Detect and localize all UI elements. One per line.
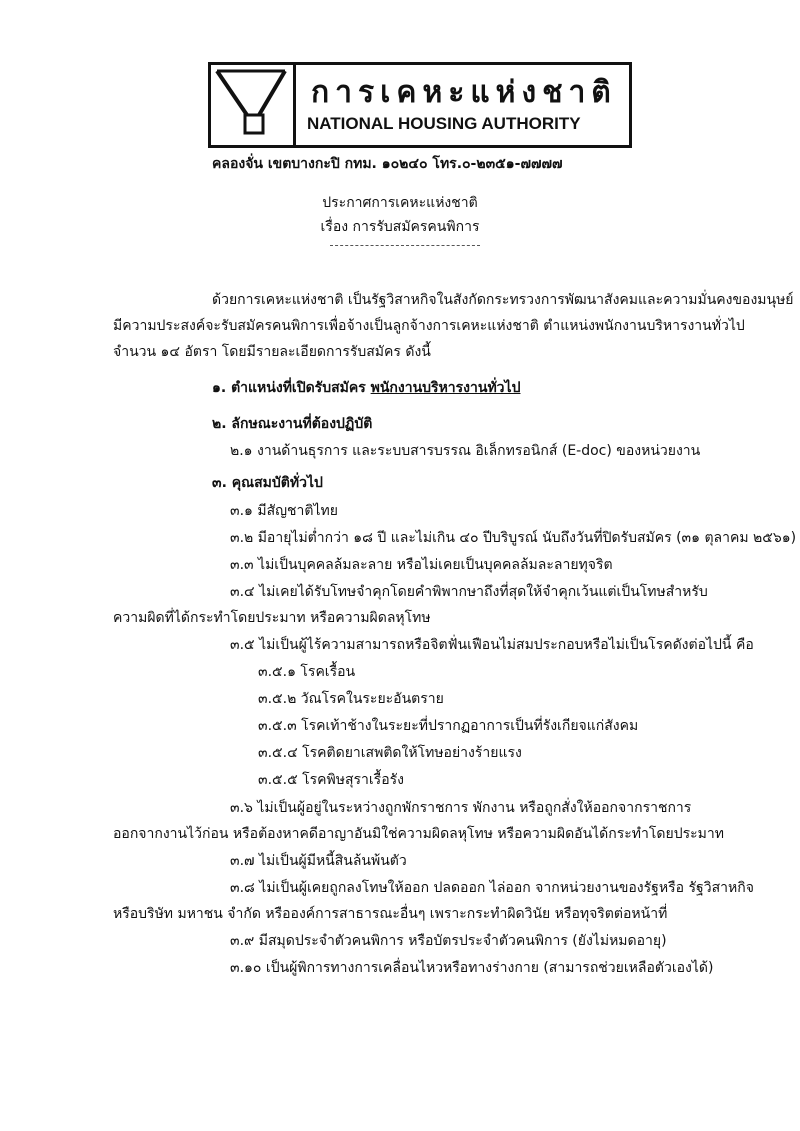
section-3-item-4-cont: ความผิดที่ได้กระทำโดยประมาท หรือความผิดลหุโทษ [113, 610, 431, 626]
section-3-item-1: ๓.๑ มีสัญชาติไทย [230, 503, 338, 519]
intro-line-3: จำนวน ๑๔ อัตรา โดยมีรายละเอียดการรับสมัคร ดังนี้ [113, 344, 431, 360]
section-3-item-8: ๓.๘ ไม่เป็นผู้เคยถูกลงโทษให้ออก ปลดออก ไล่ออก จากหน่วยงานของรัฐหรือ รัฐวิสาหกิจ [230, 880, 754, 896]
section-3-item-8-cont: หรือบริษัท มหาชน จำกัด หรือองค์การสาธารณะอื่นๆ เพราะกระทำผิดวินัย หรือทุจริตต่อหน้าที่ [113, 906, 668, 922]
section-3-item-3: ๓.๓ ไม่เป็นบุคคลล้มละลาย หรือไม่เคยเป็นบุคคลล้มละลายทุจริต [230, 557, 613, 573]
announcement-subject: เรื่อง การรับสมัครคนพิการ [320, 219, 480, 235]
section-3-item-5: ๓.๕ ไม่เป็นผู้ไร้ความสามารถหรือจิตฟั่นเฟือนไม่สมประกอบหรือไม่เป็นโรคดังต่อไปนี้ คือ [230, 637, 754, 653]
section-3-item-5-2: ๓.๕.๒ วัณโรคในระยะอันตราย [258, 691, 444, 707]
section-2-heading: ๒. ลักษณะงานที่ต้องปฏิบัติ [212, 416, 373, 432]
section-3-heading: ๓. คุณสมบัติทั่วไป [212, 475, 323, 491]
section-1-heading [212, 378, 520, 398]
section-3-item-5-3: ๓.๕.๓ โรคเท้าช้างในระยะที่ปรากฏอาการเป็นที่รังเกียจแก่สังคม [258, 718, 639, 734]
org-name-english: NATIONAL HOUSING AUTHORITY [307, 114, 581, 133]
logo-divider [293, 65, 296, 145]
org-logo [208, 62, 632, 148]
section-3-item-10: ๓.๑๐ เป็นผู้พิการทางการเคลื่อนไหวหรือทางร่างกาย (สามารถช่วยเหลือตัวเองได้) [230, 960, 714, 976]
section-3-item-4: ๓.๔ ไม่เคยได้รับโทษจำคุกโดยคำพิพากษาถึงที่สุดให้จำคุกเว้นแต่เป็นโทษสำหรับ [230, 584, 708, 600]
title-divider [330, 245, 480, 246]
section-3-item-5-4: ๓.๕.๔ โรคติดยาเสพติดให้โทษอย่างร้ายแรง [258, 745, 522, 761]
section-3-item-9: ๓.๙ มีสมุดประจำตัวคนพิการ หรือบัตรประจำตัวคนพิการ (ยังไม่หมดอายุ) [230, 933, 667, 949]
section-3-item-5-1: ๓.๕.๑ โรคเรื้อน [258, 664, 356, 680]
section-3-item-7: ๓.๗ ไม่เป็นผู้มีหนี้สินล้นพ้นตัว [230, 853, 407, 869]
section-3-item-6: ๓.๖ ไม่เป็นผู้อยู่ในระหว่างถูกพักราชการ พักงาน หรือถูกสั่งให้ออกจากราชการ [230, 800, 692, 816]
section-1-label: ๑. ตำแหน่งที่เปิดรับสมัคร [212, 380, 371, 396]
intro-line-2: มีความประสงค์จะรับสมัครคนพิการเพื่อจ้างเป็นลูกจ้างการเคหะแห่งชาติ ตำแหน่งพนักงานบริหารงานทั่วไป [113, 318, 745, 334]
org-address: คลองจั่น เขตบางกะปิ กทม. ๑๐๒๔๐ โทร.๐-๒๓๕๑-๗๗๗๗ [212, 156, 563, 172]
section-3-item-6-cont: ออกจากงานไว้ก่อน หรือต้องหาคดีอาญาอันมิใช่ความผิดลหุโทษ หรือความผิดอันได้กระทำโดยประมาท [113, 826, 724, 842]
section-3-item-5-5: ๓.๕.๕ โรคพิษสุราเรื้อรัง [258, 772, 404, 788]
section-1-position: พนักงานบริหารงานทั่วไป [370, 380, 521, 396]
intro-line-1: ด้วยการเคหะแห่งชาติ เป็นรัฐวิสาหกิจในสังกัดกระทรวงการพัฒนาสังคมและความมั่นคงของมนุษย์ [212, 292, 794, 308]
org-name-thai: การเคหะแห่งชาติ [311, 75, 617, 110]
section-3-item-2: ๓.๒ มีอายุไม่ต่ำกว่า ๑๘ ปี และไม่เกิน ๔๐ ปีบริบูรณ์ นับถึงวันที่ปิดรับสมัคร (๓๑ ตุลาคม ๒๕๖๑) [230, 530, 797, 546]
nha-emblem-icon [213, 67, 289, 143]
section-2-item-1: ๒.๑ งานด้านธุรการ และระบบสารบรรณ อิเล็กทรอนิกส์ (E-doc) ของหน่วยงาน [230, 443, 701, 459]
announcement-title: ประกาศการเคหะแห่งชาติ [322, 195, 478, 211]
